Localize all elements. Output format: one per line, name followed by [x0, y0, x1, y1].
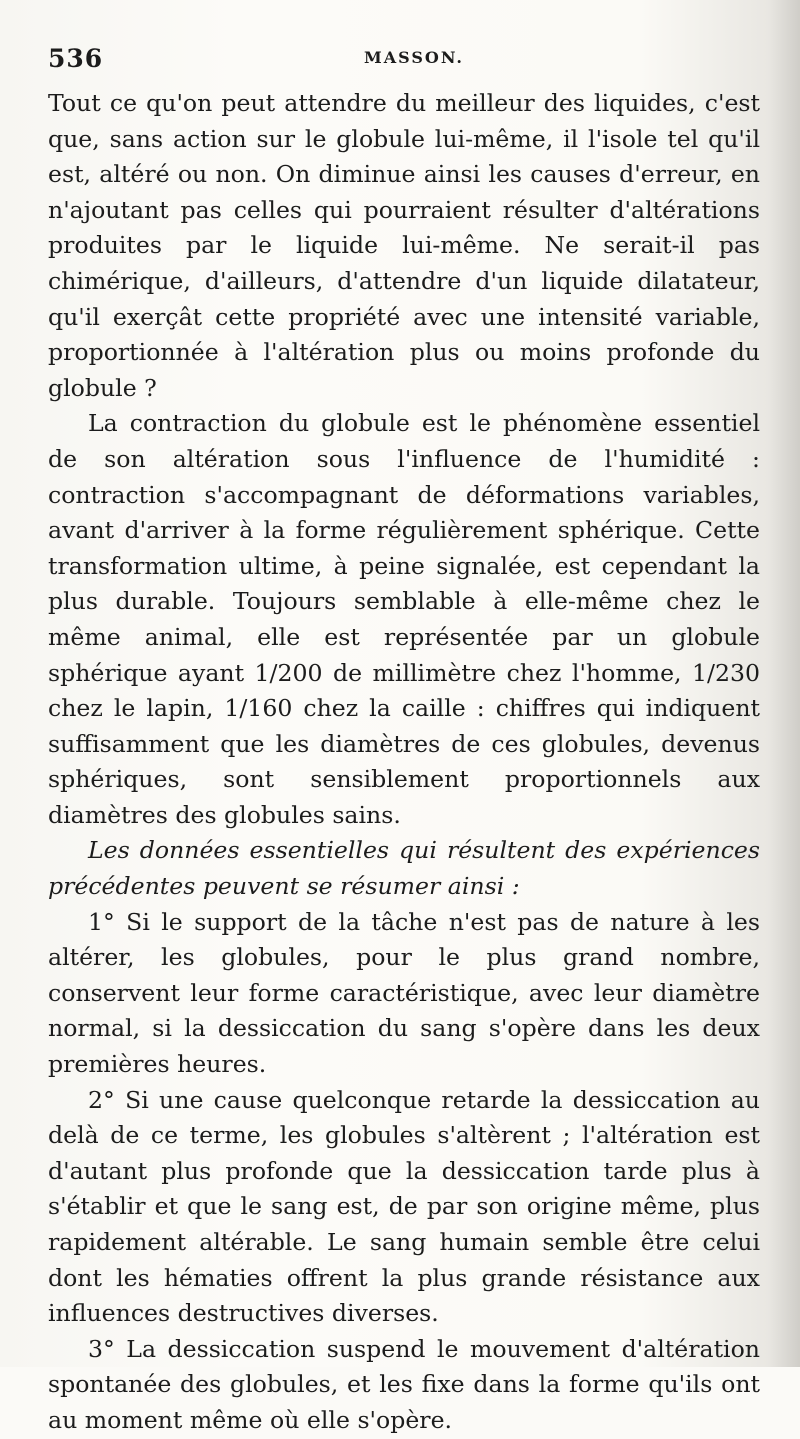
paragraph-point-1: 1° Si le support de la tâche n'est pas de nature à les altérer, les globules, pour le plus grand nombre, conservent leur forme caractéristique, avec leur diamètre normal, si la dessiccation du sang s'opère dans les deux premières heures. [48, 907, 760, 1079]
body-text [48, 86, 760, 1439]
paragraph-liquides: Tout ce qu'on peut attendre du meilleur des liquides, c'est que, sans action sur le globule lui-même, il l'isole tel qu'il est, altéré ou non. On diminue ainsi les causes d'erreur, en n'ajoutant pas celles qui pourraient résulter d'altérations produites par le liquide lui-même. Ne serait-il pas chimérique, d'ailleurs, d'attendre d'un liquide dilatateur, qu'il exerçât cette propriété avec une intensité variable, proportionnée à l'altération plus ou moins profonde du globule ? [48, 89, 760, 402]
paragraph-point-3: 3° La dessiccation suspend le mouvement d'altération spontanée des globules, et les fixe dans la forme qu'ils ont au moment même où elle s'opère. [48, 1334, 760, 1434]
paragraph-summary-intro: Les données essentielles qui résultent des expériences précédentes peuvent se résumer ainsi : [48, 836, 760, 901]
paragraph-point-2: 2° Si une cause quelconque retarde la dessiccation au delà de ce terme, les globules s'altèrent ; l'altération est d'autant plus profonde que la dessiccation tarde plus à s'établir et que le sang est, de par son origine même, plus rapidement altérable. Le sang humain semble être celui dont les hématies offrent la plus grande résistance aux influences destructives diverses. [48, 1085, 760, 1328]
page-number: 536 [48, 44, 104, 73]
paragraph-contraction: La contraction du globule est le phénomène essentiel de son altération sous l'influence de l'humidité : contraction s'accompagnant de déformations variables, avant d'arriver à la forme régulièrement sphérique. Cette transformation ultime, à peine signalée, est cependant la plus durable. Toujours semblable à elle-même chez le même animal, elle est représentée par un globule sphérique ayant 1/200 de millimètre chez l'homme, 1/230 chez le lapin, 1/160 chez la caille : chiffres qui indiquent suffisamment que les diamètres de ces globules, devenus sphériques, sont sensiblement proportionnels aux diamètres des globules sains. [48, 409, 760, 829]
running-head: MASSON. [364, 48, 464, 67]
page-header [48, 44, 760, 78]
